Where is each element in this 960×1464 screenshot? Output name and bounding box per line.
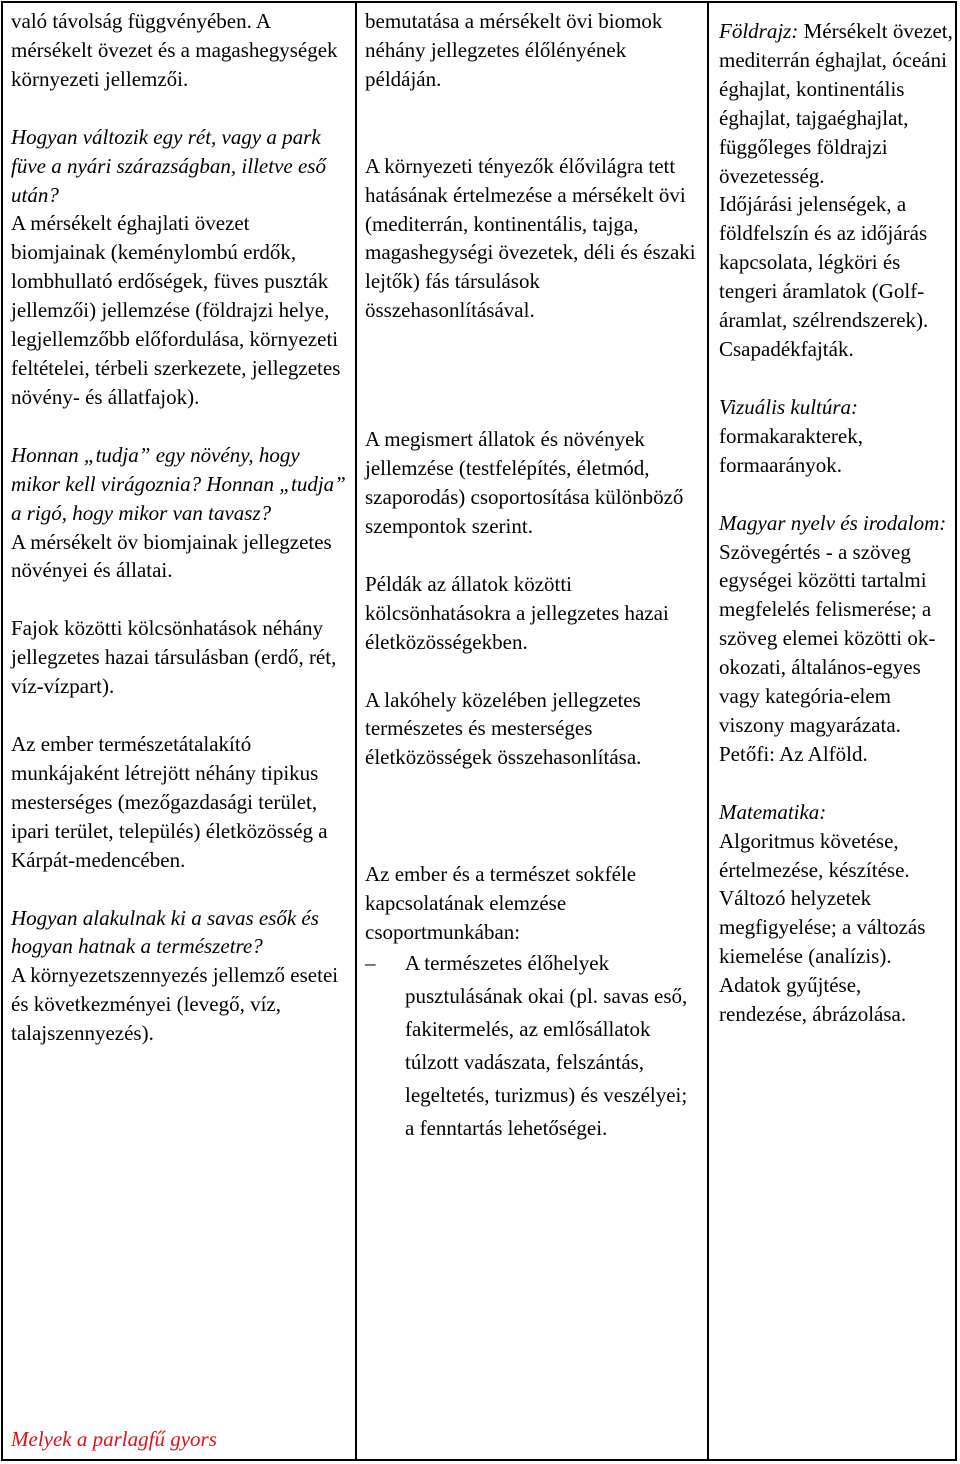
column-activities <box>355 3 707 1459</box>
col1-paragraph-4: Fajok közötti kölcsönhatások néhány jellegzetes hazai társulásban (erdő, rét, víz-vízpart). <box>11 616 337 699</box>
col3-section-geography <box>719 17 953 190</box>
list-item-text: A természetes élőhelyek pusztulásának okai (pl. savas eső, fakitermelés, az emlősállatok túlzott vadászata, felszántás, legeltetés, turizmus) és veszélyei; a fenntartás lehetőségei. <box>405 950 688 1140</box>
col1-question-3: Hogyan alakulnak ki a savas esők és hogyan hatnak a természetre? <box>11 905 319 959</box>
col2-paragraph-4: Példák az állatok közötti kölcsönhatásokra a jellegzetes hazai életközösségekben. <box>365 571 669 654</box>
col1-paragraph-1: való távolság függvényében. A mérsékelt övezet és a magashegységek környezeti jellemzői. <box>11 9 338 91</box>
math-text: Algoritmus követése, értelmezése, készítése. <box>719 828 910 882</box>
col2-paragraph-3: A megismert állatok és növények jellemzése (testfelépítés, életmód, szaporodás) csoportosítása különböző szempontok szerint. <box>365 427 684 538</box>
geography-text: Mérsékelt övezet, mediterrán éghajlat, óceáni éghajlat, kontinentális éghajlat, tajgaéghajlat, függőleges földrajzi övezetesség. <box>719 19 953 188</box>
list-item <box>365 947 699 1145</box>
math-text-2: Változó helyzetek megfigyelése; a változás kiemelése (analízis). Adatok gyűjtése, rendezése, ábrázolása. <box>719 886 926 1027</box>
col1-paragraph-3: A mérsékelt öv biomjainak jellegzetes növényei és állatai. <box>11 529 332 583</box>
subject-label-visual: Vizuális kultúra: <box>719 394 859 419</box>
col3-section-visual <box>719 393 953 480</box>
col3-section-math <box>719 798 953 885</box>
language-text-2: Petőfi: Az Alföld. <box>719 741 868 766</box>
subject-label-math: Matematika: <box>719 799 827 824</box>
col1-question-1: Hogyan változik egy rét, vagy a park füve a nyári szárazságban, illetve eső után? <box>11 124 326 207</box>
language-text: Szövegértés - a szöveg egységei közötti tartalmi megfelelés felismerése; a szöveg elemei közötti ok-okozati, általános-egyes vagy kategória-elem viszony magyarázata. <box>719 539 936 737</box>
col1-question-2: Honnan „tudja” egy növény, hogy mikor kell virágoznia? Honnan „tudja” a rigó, hogy mikor van tavasz? <box>11 442 346 525</box>
subject-label-language: Magyar nyelv és irodalom: <box>719 510 947 535</box>
col1-paragraph-5: Az ember természetátalakító munkájaként létrejött néhány tipikus mesterséges (mezőgazdasági terület, ipari terület, település) életközösség a Kárpát-medencében. <box>11 732 328 872</box>
visual-text: formakarakterek, formaarányok. <box>719 423 863 477</box>
col1-paragraph-2: A mérsékelt éghajlati övezet biomjainak (keménylombú erdők, lombhullató erdőségek, füves puszták jellemzői) jellemzése (földrajzi helye, legjellemzőbb előfordulása, környezeti feltételei, térbeli szerkezete, jellegzetes növény- és állatfajok). <box>11 211 341 409</box>
col2-paragraph-2: A környezeti tényezők élővilágra tett hatásának értelmezése a mérsékelt övi (mediterrán, kontinentális, tajga, magashegységi övezetek, déli és északi lejtők) fás társulások összehasonlításával. <box>365 153 696 323</box>
column-content <box>3 3 355 1459</box>
geography-text-2: Időjárási jelenségek, a földfelszín és az időjárás kapcsolata, légköri és tengeri áramlatok (Golf-áramlat, szélrendszerek). <box>719 192 929 333</box>
dash-marker: – <box>365 950 376 975</box>
col3-section-language <box>719 509 953 740</box>
col2-paragraph-1: bemutatása a mérsékelt övi biomok néhány jellegzetes élőlényének példáján. <box>365 9 663 91</box>
col1-paragraph-6: A környezetszennyezés jellemző esetei és következményei (levegő, víz, talajszennyezés). <box>11 963 339 1046</box>
col2-paragraph-5: A lakóhely közelében jellegzetes természetes és mesterséges életközösségek összehasonlítása. <box>365 687 642 770</box>
col2-list <box>365 947 699 1145</box>
subject-label-geography: Földrajz: <box>719 19 799 43</box>
geography-text-3: Csapadékfajták. <box>719 336 854 361</box>
curriculum-table <box>1 1 957 1461</box>
column-connections <box>707 3 959 1459</box>
col1-question-4: Melyek a parlagfű gyors <box>11 1427 217 1451</box>
col2-paragraph-6: Az ember és a természet sokféle kapcsolatának elemzése csoportmunkában: <box>365 862 637 945</box>
